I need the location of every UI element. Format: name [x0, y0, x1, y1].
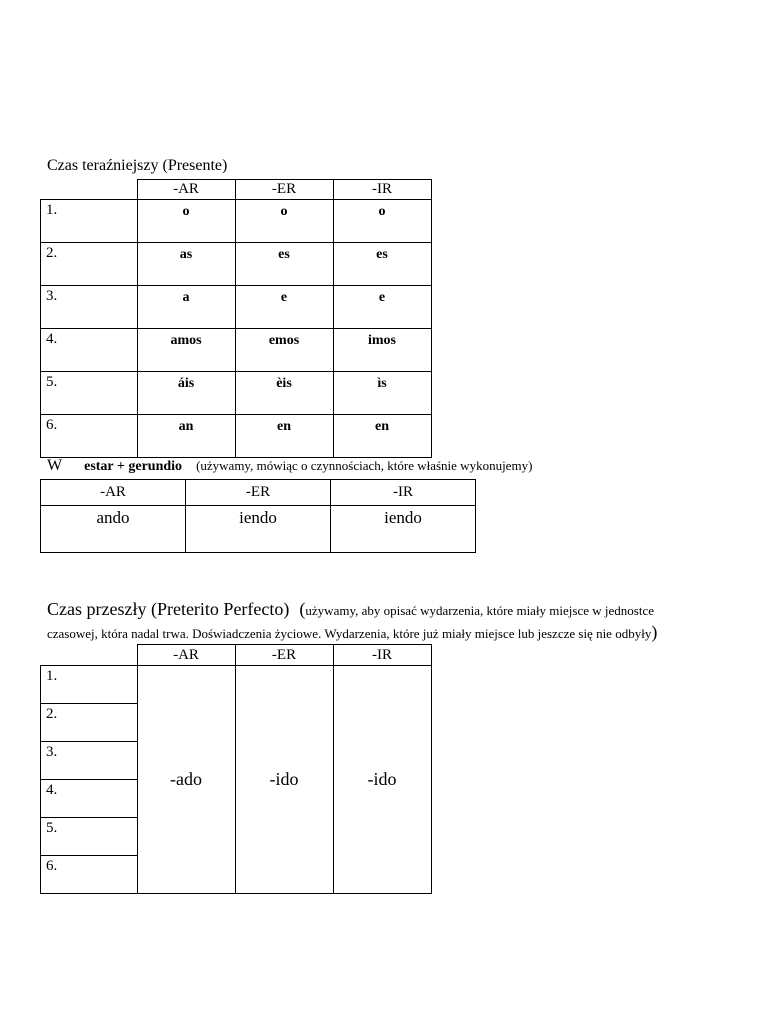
perfecto-row-number: 4. — [41, 780, 138, 818]
perfecto-header-row — [41, 645, 432, 666]
presente-cell-er: èis — [235, 372, 333, 415]
presente-row-number: 5. — [41, 372, 138, 415]
presente-row-number: 6. — [41, 415, 138, 458]
presente-row — [41, 286, 432, 329]
perfecto-header-er: -ER — [235, 645, 333, 666]
presente-cell-ar: áis — [137, 372, 235, 415]
perfecto-row-number: 2. — [41, 704, 138, 742]
presente-cell-ar: amos — [137, 329, 235, 372]
presente-row — [41, 243, 432, 286]
perfecto-row-number: 6. — [41, 856, 138, 894]
presente-cell-ir: o — [333, 200, 431, 243]
presente-row-number: 3. — [41, 286, 138, 329]
gerundio-header-ir: -IR — [331, 480, 476, 506]
gerundio-header-ar: -AR — [41, 480, 186, 506]
presente-header-ir: -IR — [333, 180, 431, 200]
presente-cell-ir: e — [333, 286, 431, 329]
gerundio-heading — [47, 457, 532, 475]
gerundio-cell-ar: ando — [41, 506, 186, 553]
gerundio-cell-er: iendo — [186, 506, 331, 553]
perfecto-note-continuation — [47, 622, 657, 644]
perfecto-row-number: 3. — [41, 742, 138, 780]
perfecto-row — [41, 666, 432, 704]
presente-cell-ir: es — [333, 243, 431, 286]
perfecto-header-ar: -AR — [137, 645, 235, 666]
presente-row — [41, 372, 432, 415]
gerundio-value-row — [41, 506, 476, 553]
presente-cell-er: es — [235, 243, 333, 286]
perfecto-header-blank — [41, 645, 138, 666]
perfecto-title: Czas przeszły (Preterito Perfecto) — [47, 599, 290, 619]
presente-cell-er: e — [235, 286, 333, 329]
presente-row-number: 2. — [41, 243, 138, 286]
perfecto-row-number: 1. — [41, 666, 138, 704]
perfecto-note-line2: czasowej, która nadal trwa. Doświadczenia życiowe. Wydarzenia, które już miały miejsce lub jeszcze się nie odbyły — [47, 626, 652, 641]
perfecto-ending-ir: -ido — [333, 666, 431, 894]
presente-cell-er: en — [235, 415, 333, 458]
perfecto-open-paren: ( — [299, 599, 306, 619]
presente-cell-er: emos — [235, 329, 333, 372]
presente-row-number: 4. — [41, 329, 138, 372]
presente-row — [41, 415, 432, 458]
presente-table — [40, 179, 432, 458]
perfecto-table — [40, 644, 432, 894]
presente-cell-ar: as — [137, 243, 235, 286]
perfecto-heading — [47, 598, 737, 622]
gerundio-header-row — [41, 480, 476, 506]
presente-cell-ar: a — [137, 286, 235, 329]
perfecto-row-number: 5. — [41, 818, 138, 856]
gerundio-table — [40, 479, 476, 553]
presente-header-row — [41, 180, 432, 200]
presente-cell-ir: en — [333, 415, 431, 458]
presente-cell-ar: o — [137, 200, 235, 243]
perfecto-ending-ar: -ado — [137, 666, 235, 894]
presente-title: Czas teraźniejszy (Presente) — [47, 157, 228, 174]
gerundio-header-er: -ER — [186, 480, 331, 506]
presente-header-ar: -AR — [137, 180, 235, 200]
gerundio-prefix: W — [47, 457, 63, 474]
presente-cell-ir: ìs — [333, 372, 431, 415]
perfecto-ending-er: -ido — [235, 666, 333, 894]
perfecto-header-ir: -IR — [333, 645, 431, 666]
perfecto-close-paren: ) — [651, 622, 658, 642]
presente-cell-ar: an — [137, 415, 235, 458]
presente-row — [41, 200, 432, 243]
presente-row-number: 1. — [41, 200, 138, 243]
gerundio-note: (używamy, mówiąc o czynnościach, które właśnie wykonujemy) — [196, 458, 533, 473]
presente-header-blank — [41, 180, 138, 200]
presente-cell-er: o — [235, 200, 333, 243]
presente-cell-ir: imos — [333, 329, 431, 372]
perfecto-note-line1: używamy, aby opisać wydarzenia, które miały miejsce w jednostce — [305, 603, 654, 618]
presente-row — [41, 329, 432, 372]
gerundio-label: estar + gerundio — [84, 459, 183, 474]
gerundio-cell-ir: iendo — [331, 506, 476, 553]
presente-header-er: -ER — [235, 180, 333, 200]
